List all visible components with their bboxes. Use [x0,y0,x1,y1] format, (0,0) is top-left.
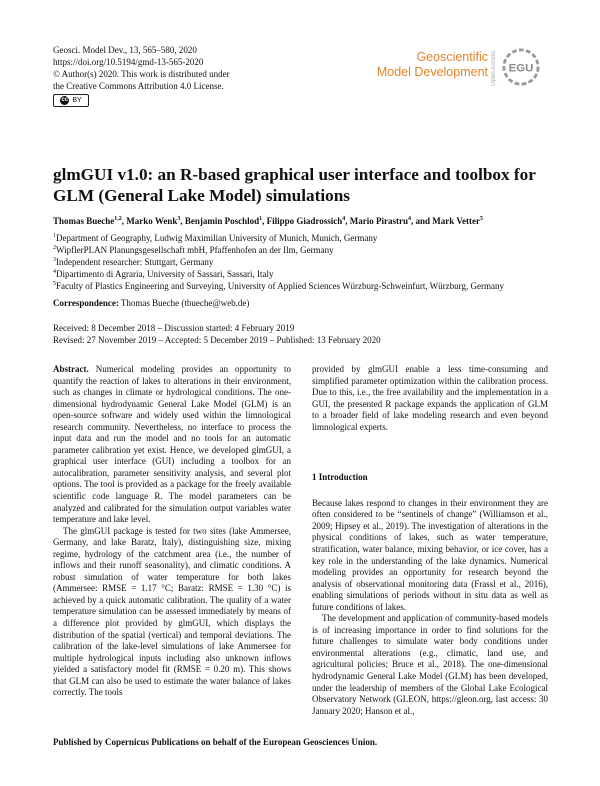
affiliation: $^3$Independent researcher: Stuttgart, Germany [53,257,214,267]
author[interactable]: Mario Pirastru [349,216,408,226]
affiliation: $^4$Dipartimento di Agraria, University of Sassari, Sassari, Italy [53,269,274,279]
abstract-label: Abstract. [53,364,89,374]
open-access-label: Open Access [491,50,497,86]
right-column [312,364,548,717]
author[interactable]: Mark Vetter [432,216,480,226]
cc-by-badge[interactable] [53,94,89,107]
journal-brand [377,50,488,80]
affiliations [53,232,504,292]
author[interactable]: Filippo Giadrossich [266,216,343,226]
journal-metadata [53,44,230,92]
section-heading: 1 Introduction [312,472,368,483]
affiliation: $^1$Department of Geography, Ludwig Maximilian University of Munich, Munich, Germany [53,233,378,243]
paper-title: glmGUI v1.0: an R-based graphical user interface and toolbox for GLM (General Lake Model) simulations [53,165,536,205]
abstract-paragraph: Abstract. Numerical modeling provides an opportunity to quantify the reaction of lakes to alterations in their environment, such as changes in climate or hydrological conditions. The one-dimensional hydrodynamic General Lake Model (GLM) is an open-source software and widely used within the limnological research community. Nevertheless, no interface to process the input data and run the model and no tools for an automatic parameter calibration yet exist. Hence, we developed glmGUI, a graphical user interface (GUI) including a toolbox for an autocalibration, parameter sensitivity analysis, and several plot options. The tool is provided as a package for the freely available scientific code language R. The model parameters can be analyzed and calibrated for the simulation output variables water temperature and lake level. [53,364,292,525]
brand-line-2: Model Development [376,65,488,79]
publisher-footer: Published by Copernicus Publications on behalf of the European Geosciences Union. [53,737,378,747]
license: the Creative Commons Attribution 4.0 License. [53,81,224,91]
author[interactable]: Marko Wenk [126,216,178,226]
intro-paragraph: Because lakes respond to changes in their environment they are often considered to be “sentinels of change” (Williamson et al., 2009; Hipsey et al., 2019). The investigation of alterations in the physical conditions of lakes, such as water temperature, stratification, water balance, mixing behavior, or ice cover, has a key role in the understanding of the lake dynamics. Numerical modeling provides an opportunity for research beyond the analysis of observational monitoring data (Frassl et al., 2016), enabling simulations of periods without in situ data as well as future conditions of lakes. [312,497,548,612]
correspondence [53,298,249,308]
correspondence-email[interactable]: Thomas Bueche (tbueche@web.de) [120,298,250,308]
author[interactable]: Benjamin Poschlod [184,216,260,226]
affiliation: $^2$WipflerPLAN Planungsgesellschaft mbH, Pfaffenhofen an der Ilm, Germany [53,245,334,255]
copyright: © Author(s) 2020. This work is distributed under [53,69,230,79]
brand-line-1: Geoscientific [416,50,488,64]
egu-logo-icon [502,48,540,86]
author[interactable]: Thomas Bueche [53,216,115,226]
citation: Geosci. Model Dev., 13, 565–580, 2020 [53,45,197,55]
egu-logo-text: EGU [508,62,534,75]
affiliation: $^5$Faculty of Plastics Engineering and Surveying, University of Applied Sciences Würzburg-Schweinfurt, Würzburg, Germany [53,281,504,291]
author-list: Thomas Bueche$^{1,2}$, Marko Wenk$^3$, Benjamin Poschlod$^1$, Filippo Giadrossich$^4$, Mario Pirastru$^4$, and Mark Vetter$^5$ [53,216,483,226]
abstract [53,364,291,699]
intro-paragraph: The development and application of community-based models is of increasing importance in order to find solutions for the future challenges to simulate water body conditions under environmental alterations (e.g., climatic, land use, and agricultural policies; Bruce et al., 2018). The one-dimensional hydrodynamic General Lake Model (GLM) has been developed, under the leadership of members of the Global Lake Ecological Observatory Network (GLEON, https://gleon.org, last access: 30 January 2020; Hanson et al., [312,613,548,716]
cc-by-label: BY [72,97,82,104]
history-dates [53,322,381,346]
abstract-paragraph: The glmGUI package is tested for two sites (lake Ammersee, Germany, and lake Baratz, Italy), distinguishing size, mixing regime, hydrology of the catchment area (i.e., the number of inflows and their runoff seasonality), and climatic conditions. A robust simulation of water temperature for both lakes (Ammersee: RMSE = 1.17 °C; Baratz: RMSE = 1.30 °C) is achieved by a quick automatic calibration. The quality of a water temperature simulation can be assessed immediately by means of a difference plot provided by glmGUI, which displays the distribution of the spatial (vertical) and temporal deviations. The calibration of the lake-level simulations of lake Ammersee for multiple hydrological inputs including also unknown inflows yielded a satisfactory model fit (RMSE = 0.20 m). This shows that GLM can also be used to estimate the water balance of lakes correctly. The tools [53,525,291,698]
dates-line-1: Received: 8 December 2018 – Discussion started: 4 February 2019 [53,323,295,333]
dates-line-2: Revised: 27 November 2019 – Accepted: 5 December 2019 – Published: 13 February 2020 [53,335,381,345]
abstract-paragraph: provided by glmGUI enable a less time-consuming and simplified parameter optimization within the calibration process. Due to this, i.e., the free availability and the implementation in a GUI, the presented R package expands the application of GLM to a broader field of lake modeling research and even beyond limnological experts. [312,364,548,432]
doi-link[interactable]: https://doi.org/10.5194/gmd-13-565-2020 [53,57,204,67]
cc-icon: cc [61,97,69,103]
correspondence-label: Correspondence: [53,298,119,308]
